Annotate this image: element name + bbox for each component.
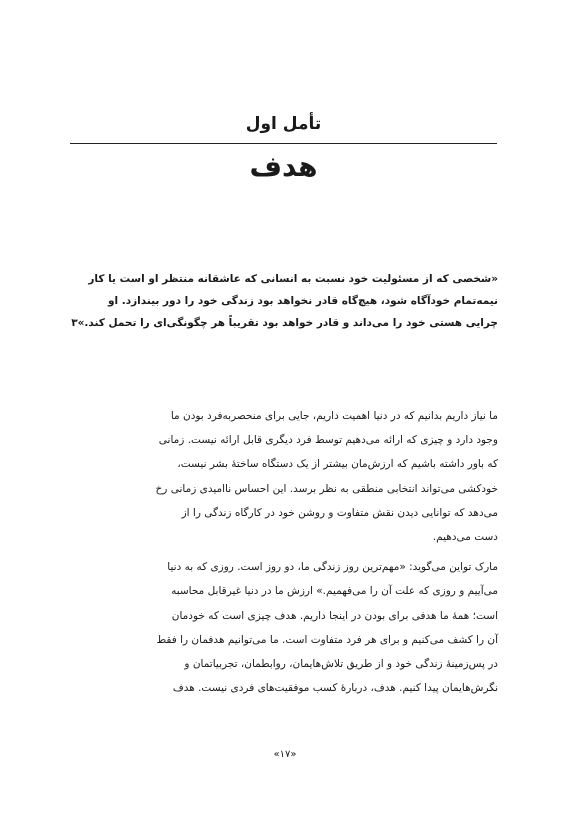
epigraph-quote [68, 268, 498, 334]
chapter-label: تأمل اول [245, 114, 322, 134]
body-line: نگرش‌هایمان پیدا کنیم. هدف، دربارهٔ کسب موفقیت‌های فردی نیست. هدف [172, 682, 498, 695]
body-line: که باور داشته باشیم که ارزش‌مان بیشتر از یک دستگاه ساختهٔ بشر نیست، [177, 458, 498, 471]
body-line: دست می‌دهیم. [432, 531, 498, 544]
paragraph [68, 404, 498, 549]
title-divider [70, 143, 497, 144]
body-line: وجود دارد و چیزی که ارائه می‌دهیم توسط فرد دیگری قابل ارائه نیست. زمانی [158, 434, 498, 447]
body-line: ما نیاز داریم بدانیم که در دنیا اهمیت داریم، جایی برای منحصربه‌فرد بودن ما [170, 410, 498, 422]
body-text [68, 404, 498, 700]
epigraph-line: چرایی هستی خود را می‌داند و قادر خواهد بود تقریباً هر چگونگی‌ای را تحمل کند.»۳ [71, 317, 498, 329]
body-line: می‌دهد که توانایی دیدن نقش متفاوت و روشن خود در کارگاه زندگی را از [181, 506, 498, 519]
epigraph-line: نیمه‌تمام خودآگاه شود، هیچ‌گاه قادر نخواهد بود زندگی خود را دور بیندازد. او [107, 295, 498, 307]
body-line: مارک تواین می‌گوید: «مهم‌ترین روز زندگی ما، دو روز است. روزی که به دنیا [167, 561, 498, 574]
paragraph [68, 555, 498, 700]
body-line: آن را کشف می‌کنیم و برای هر فرد متفاوت است. ما می‌توانیم هدفمان را فقط [156, 633, 498, 646]
body-line: می‌آییم و روزی که علت آن را می‌فهمیم.» ارزش ما در دنیا غیرقابل محاسبه [171, 585, 498, 598]
body-line: است؛ همهٔ ما هدفی برای بودن در اینجا داریم. هدف چیزی است که خودمان [171, 609, 498, 622]
chapter-title: هدف [249, 150, 318, 183]
epigraph-line: «شخصی که از مسئولیت خود نسبت به انسانی که عاشقانه منتظر او است یا کار [88, 273, 498, 285]
body-line: خودکشی می‌تواند انتخابی منطقی به نظر برسد. این احساس ناامیدی زمانی رخ [155, 482, 498, 495]
body-line: در پس‌زمینهٔ زندگی خود و از طریق تلاش‌هایمان، روابطمان، تجربیاتمان و [184, 658, 498, 671]
page-number: «۱۷» [273, 749, 297, 760]
